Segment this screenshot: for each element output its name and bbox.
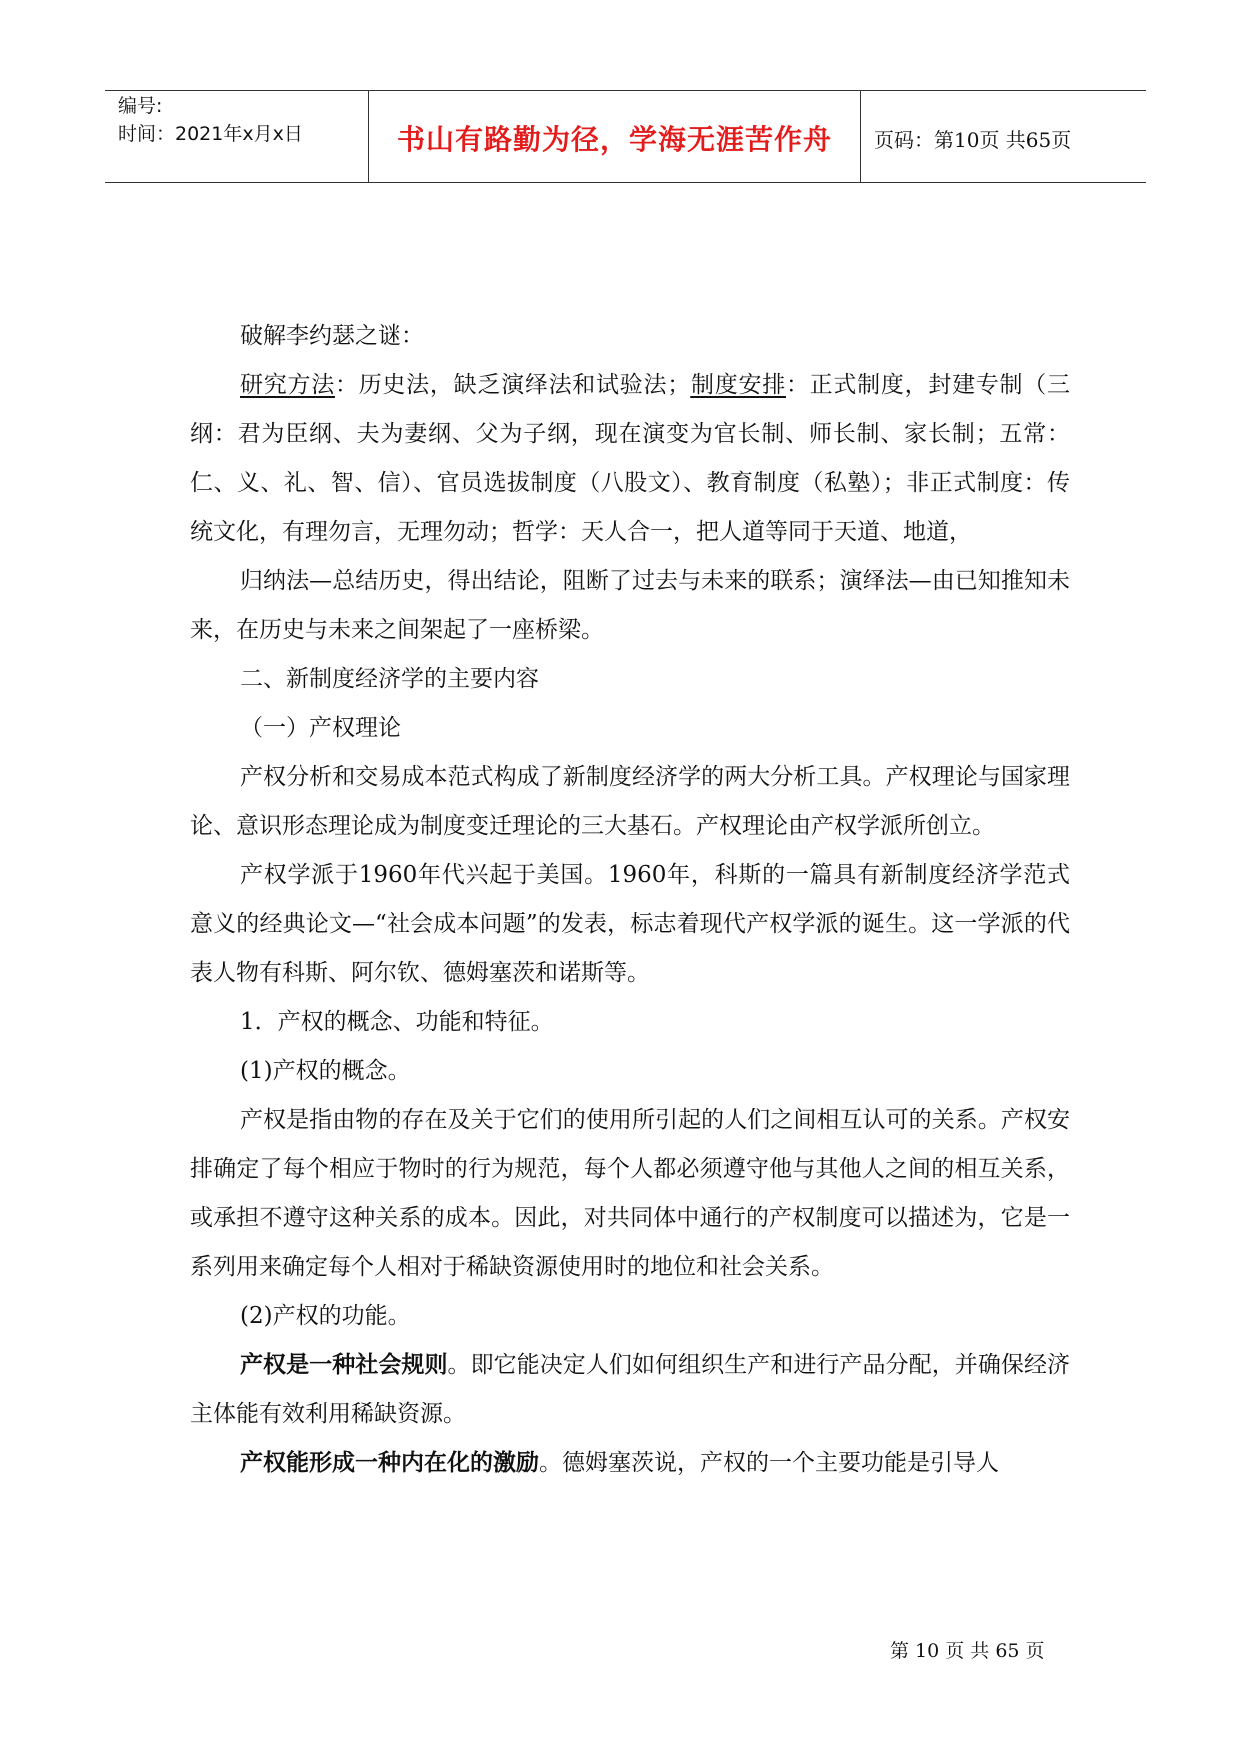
header-left-block [118, 92, 303, 148]
header-bottom-line [105, 182, 1146, 183]
paragraph-2 [190, 361, 1070, 557]
paragraph-6: 产权分析和交易成本范式构成了新制度经济学的两大分析工具。产权理论与国家理论、意识形态理论成为制度变迁理论的三大基石。产权理论由产权学派所创立。 [190, 764, 1070, 839]
paragraph-12 [190, 1341, 1070, 1439]
header-motto: 书山有路勤为径，学海无涯苦作舟 [396, 123, 832, 156]
paragraph-3: 归纳法—总结历史，得出结论，阻断了过去与未来的联系；演绎法—由已知推知未来，在历史与未来之间架起了一座桥梁。 [190, 568, 1070, 643]
section-heading-2: 二、新制度经济学的主要内容 [240, 666, 539, 692]
subsection-heading-property-rights: （一）产权理论 [240, 715, 401, 741]
numbered-subheading-2: (2)产权的功能。 [240, 1303, 411, 1329]
paragraph-12-bold: 产权是一种社会规则 [240, 1352, 448, 1378]
paragraph-10: 产权是指由物的存在及关于它们的使用所引起的人们之间相互认可的关系。产权安排确定了每个相应于物时的行为规范，每个人都必须遵守他与其他人之间的相互关系，或承担不遵守这种关系的成本。因此，对共同体中通行的产权制度可以描述为，它是一系列用来确定每个人相对于稀缺资源使用时的地位和社会关系。 [190, 1107, 1070, 1280]
footer-page-number: 第 10 页 共 65 页 [890, 1640, 1045, 1662]
paragraph-13-bold: 产权能形成一种内在化的激励 [240, 1450, 539, 1476]
method-text: ：历史法，缺乏演绎法和试验法； [334, 372, 691, 398]
header-number-label: 编号: [118, 95, 163, 117]
institution-text: ：正式制度，封建专制（三纲：君为臣纲、夫为妻纲、父为子纲，现在演变为官长制、师长制、家长制；五常：仁、义、礼、智、信）、官员选拔制度（八股文）、教育制度（私塾）；非正式制度：传统文化，有理勿言，无理勿动；哲学：天人合一，把人道等同于天道、地道， [190, 372, 1071, 545]
method-label: 研究方法 [240, 372, 335, 398]
paragraph-1: 破解李约瑟之谜： [240, 323, 424, 349]
header-top-line [105, 90, 1146, 91]
paragraph-7: 产权学派于1960年代兴起于美国。1960年，科斯的一篇具有新制度经济学范式意义的经典论文—“社会成本问题”的发表，标志着现代产权学派的诞生。这一学派的代表人物有科斯、阿尔钦、德姆塞茨和诺斯等。 [190, 862, 1070, 986]
paragraph-13-text: 。德姆塞茨说，产权的一个主要功能是引导人 [539, 1450, 999, 1476]
numbered-subheading-1: (1)产权的概念。 [240, 1058, 411, 1084]
document-body [190, 312, 1070, 1488]
paragraph-13 [190, 1439, 1070, 1488]
header-page-info: 页码：第10页 共65页 [874, 128, 1072, 152]
header-divider-right [860, 90, 861, 182]
header-time-label: 时间：2021年x月x日 [118, 123, 303, 145]
numbered-heading-1: 1．产权的概念、功能和特征。 [240, 1009, 554, 1035]
institution-label: 制度安排 [690, 372, 786, 398]
paragraph-12-text: 。即它能决定人们如何组织生产和进行产品分配，并确保经济主体能有效利用稀缺资源。 [190, 1352, 1071, 1427]
